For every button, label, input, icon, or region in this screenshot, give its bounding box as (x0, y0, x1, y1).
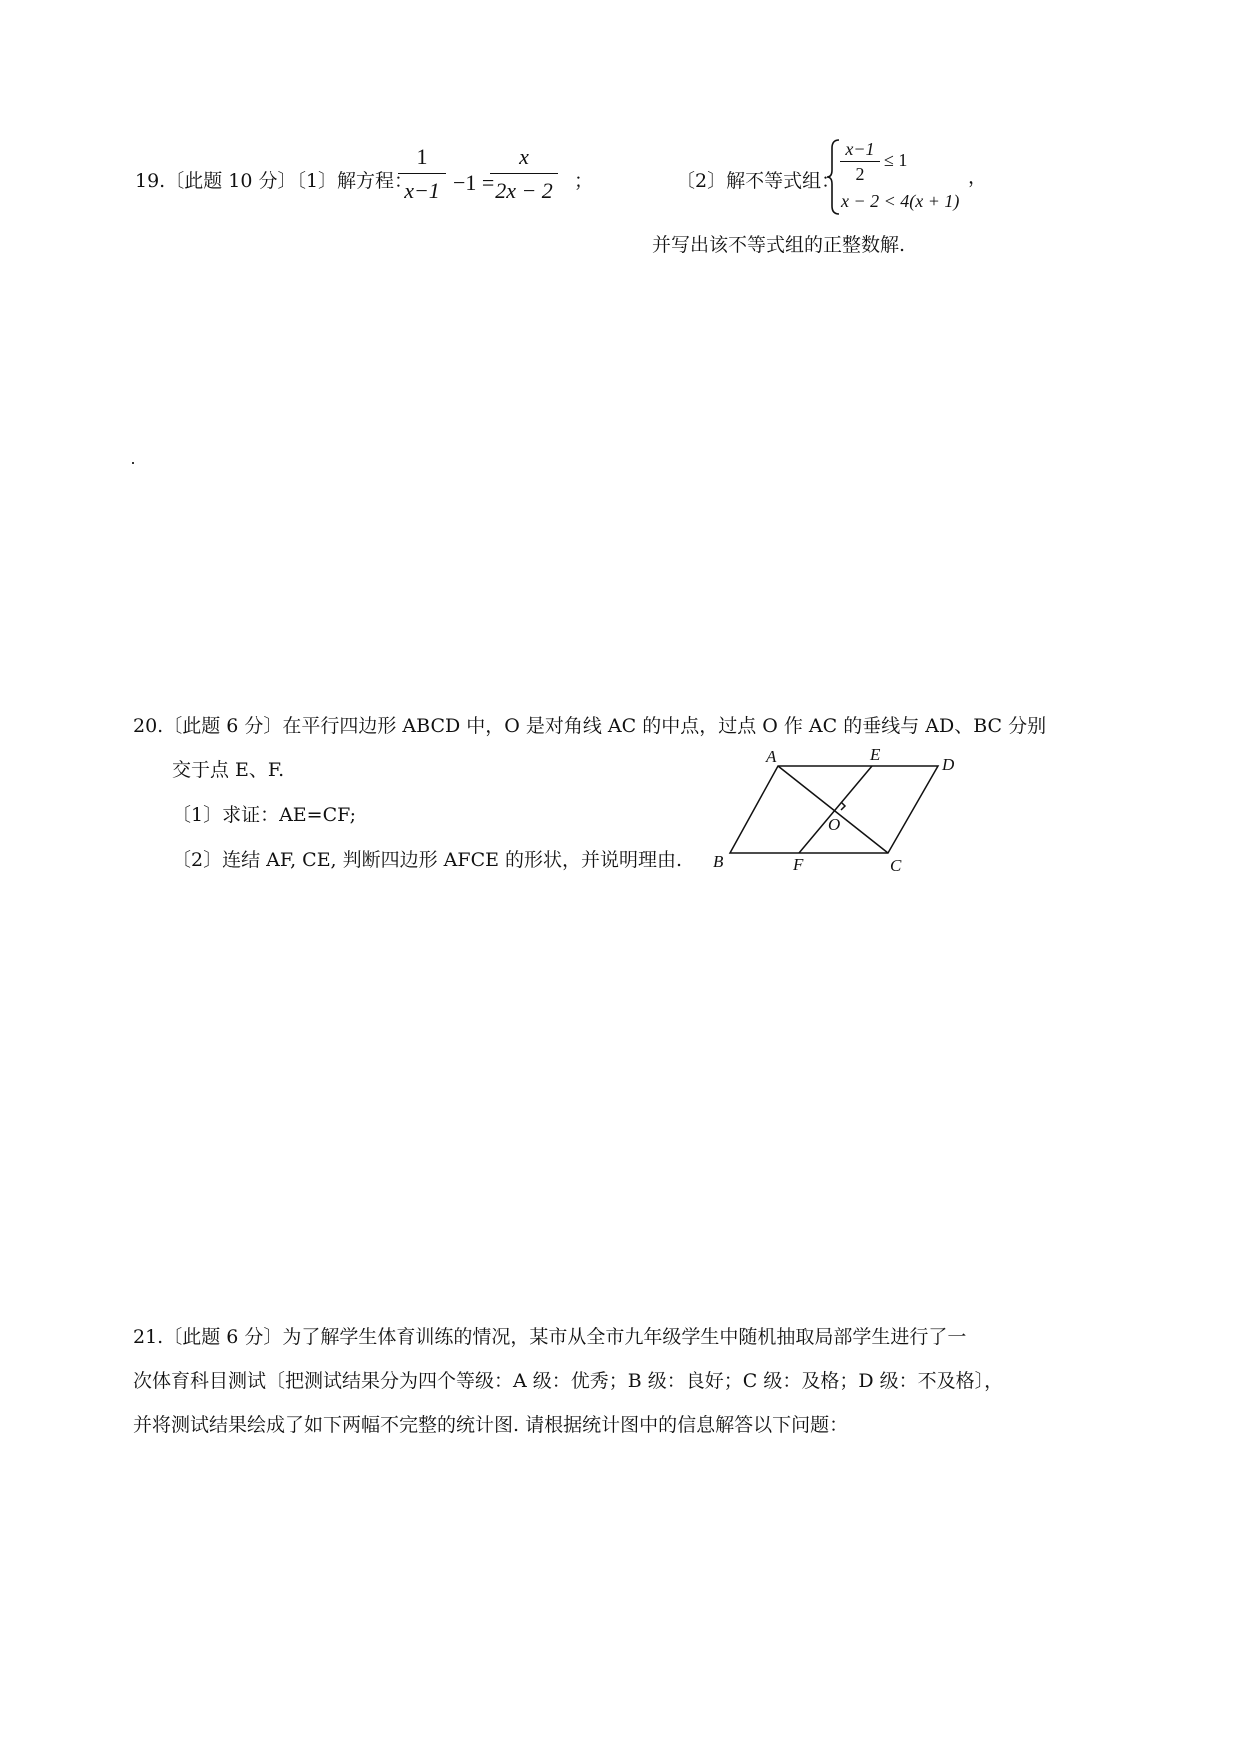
label-b: B (713, 852, 724, 871)
q19-prefix: 19.〔此题 10 分〕〔1〕解方程： (135, 170, 414, 192)
label-f: F (793, 855, 804, 874)
q19-sys-frac-num: x−1 (845, 139, 875, 159)
q21-line1: 21.〔此题 6 分〕为了解学生体育训练的情况，某市从全市九年级学生中随机抽取局部学生进行了一 (133, 1326, 967, 1348)
q20-part1: 〔1〕求证：AE=CF; (172, 804, 357, 826)
fraction-bar (840, 161, 880, 162)
q19-sys-rel1: ≤ 1 (884, 150, 908, 170)
q19-eq-minus-one: −1 = (453, 170, 495, 195)
fraction-bar (490, 173, 558, 174)
q19-sys-line2: x − 2 < 4(x + 1) (841, 191, 960, 211)
label-a: A (766, 747, 777, 766)
q21-line3: 并将测试结果绘成了如下两幅不完整的统计图. 请根据统计图中的信息解答以下问题： (133, 1414, 849, 1436)
q21-line2: 次体育科目测试〔把测试结果分为四个等级：A 级：优秀；B 级：良好；C 级：及格；D 级：不及格〕， (133, 1370, 1004, 1392)
label-o: O (828, 815, 841, 834)
q19-comma: ， (968, 166, 988, 188)
q19-eq-frac2-den: 2x − 2 (495, 178, 553, 203)
q19-sys-fraction (840, 140, 880, 183)
q19-eq-frac1-num: 1 (416, 144, 428, 169)
diagonal-ac (778, 766, 888, 853)
q20-part2: 〔2〕连结 AF, CE, 判断四边形 AFCE 的形状，并说明理由. (172, 849, 683, 871)
q19-eq-fraction-2 (490, 146, 558, 202)
q20-line1: 20.〔此题 6 分〕在平行四边形 ABCD 中，O 是对角线 AC 的中点，过点 O 作 AC 的垂线与 AD、BC 分别 (133, 715, 1047, 737)
q19-semicolon: ； (574, 170, 594, 192)
q19-eq-frac2-num: x (519, 144, 529, 169)
q19-part2-prefix: 〔2〕解不等式组： (676, 170, 841, 192)
label-d: D (942, 755, 955, 774)
q19-sys-frac-den: 2 (855, 164, 865, 184)
line-ef (799, 766, 872, 853)
fraction-bar (398, 173, 446, 174)
q19-eq-fraction-1 (398, 146, 446, 202)
stray-mark (132, 462, 134, 464)
parallelogram-figure (700, 740, 980, 885)
q20-line2: 交于点 E、F. (172, 759, 285, 781)
right-angle-mark-icon (841, 802, 845, 810)
q19-part2-suffix: 并写出该不等式组的正整数解. (652, 234, 906, 256)
label-e: E (870, 745, 881, 764)
q19-eq-frac1-den: x−1 (404, 178, 440, 203)
label-c: C (890, 856, 902, 875)
